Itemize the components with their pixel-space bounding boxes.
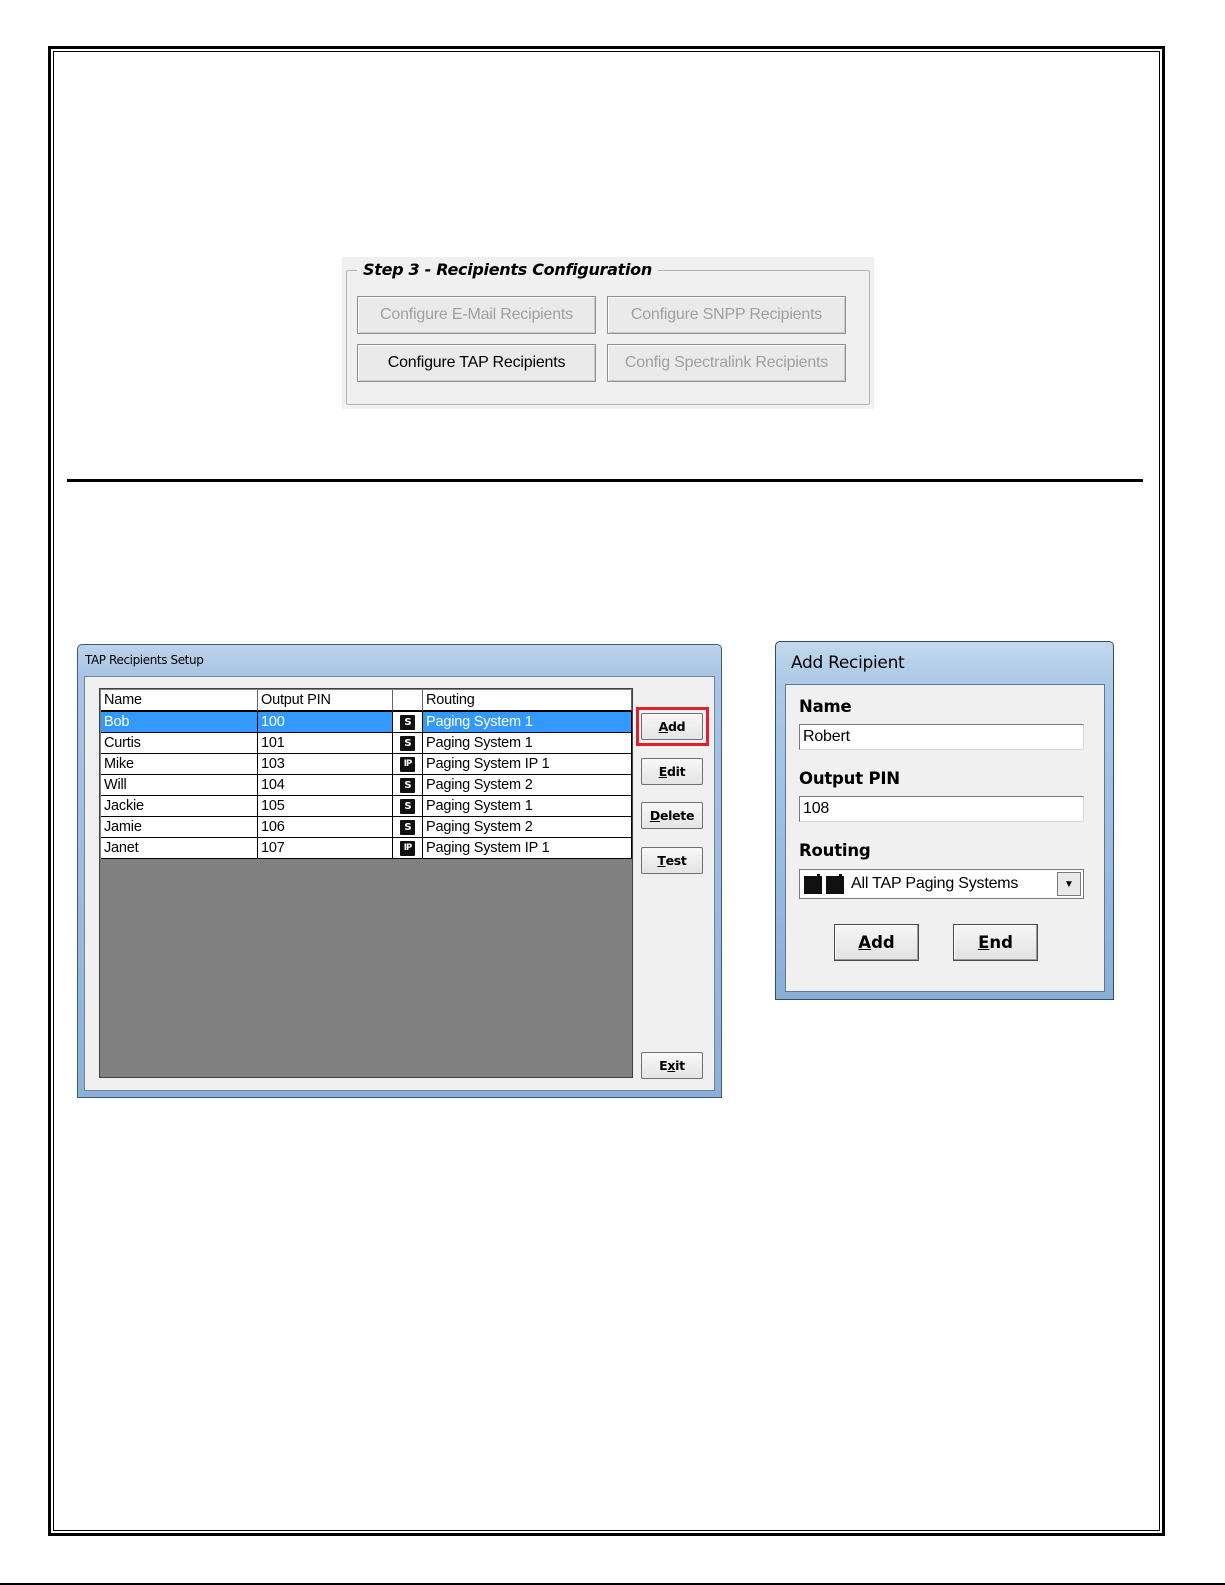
configure-tap-button[interactable]: Configure TAP Recipients <box>357 344 596 382</box>
name-input[interactable]: Robert <box>799 724 1084 750</box>
row-icon-cell <box>393 754 423 775</box>
dialog-add-button[interactable] <box>834 924 919 961</box>
row-output-pin: 104 <box>258 775 393 796</box>
table-row[interactable] <box>101 838 632 859</box>
serial-paging-icon: S <box>400 778 415 793</box>
row-routing: Paging System 1 <box>423 796 632 817</box>
table-row[interactable] <box>101 754 632 775</box>
step3-groupbox <box>346 270 870 405</box>
row-output-pin: 100 <box>258 712 393 733</box>
row-name: Curtis <box>101 733 258 754</box>
table-row[interactable] <box>101 712 632 733</box>
row-routing: Paging System IP 1 <box>423 754 632 775</box>
configure-spectralink-button[interactable]: Config Spectralink Recipients <box>607 344 846 382</box>
row-routing: Paging System 1 <box>423 733 632 754</box>
row-routing: Paging System IP 1 <box>423 838 632 859</box>
window-title: TAP Recipients Setup <box>85 653 204 667</box>
serial-paging-icon: S <box>400 799 415 814</box>
pager-pair-icon <box>803 874 845 894</box>
ip-paging-icon: IP <box>400 757 415 772</box>
configure-snpp-button[interactable]: Configure SNPP Recipients <box>607 296 846 334</box>
window-client <box>84 676 715 1091</box>
row-icon-cell <box>393 733 423 754</box>
delete-button[interactable] <box>641 802 703 829</box>
dialog-end-key: E <box>978 933 990 952</box>
exit-button[interactable] <box>641 1052 703 1079</box>
row-name: Mike <box>101 754 258 775</box>
recipients-grid[interactable] <box>99 688 633 1078</box>
row-icon-cell <box>393 712 423 733</box>
column-header-name[interactable]: Name <box>101 690 258 712</box>
row-output-pin: 105 <box>258 796 393 817</box>
serial-paging-icon: S <box>400 715 415 730</box>
add-recipient-dialog <box>775 641 1114 1000</box>
table-row[interactable] <box>101 733 632 754</box>
exit-button-pre: E <box>659 1058 668 1073</box>
row-name: Jackie <box>101 796 258 817</box>
row-output-pin: 103 <box>258 754 393 775</box>
row-routing: Paging System 1 <box>423 712 632 733</box>
row-output-pin: 101 <box>258 733 393 754</box>
chevron-down-icon[interactable]: ▼ <box>1057 872 1081 896</box>
grid-header <box>101 690 632 712</box>
configure-email-button[interactable]: Configure E-Mail Recipients <box>357 296 596 334</box>
test-button[interactable] <box>641 847 703 874</box>
table-row[interactable] <box>101 796 632 817</box>
row-name: Bob <box>101 712 258 733</box>
edit-button-rest: dit <box>666 764 686 779</box>
test-button-key: T <box>657 853 666 868</box>
exit-button-rest: it <box>675 1058 685 1073</box>
row-icon-cell <box>393 775 423 796</box>
row-icon-cell <box>393 838 423 859</box>
serial-paging-icon: S <box>400 820 415 835</box>
dialog-add-key: A <box>858 933 872 952</box>
output-pin-input[interactable]: 108 <box>799 796 1084 822</box>
add-button-key: A <box>658 719 669 734</box>
dialog-add-rest: dd <box>871 933 895 952</box>
row-output-pin: 107 <box>258 838 393 859</box>
table-row[interactable] <box>101 775 632 796</box>
row-output-pin: 106 <box>258 817 393 838</box>
step3-legend: Step 3 - Recipients Configuration <box>357 260 658 279</box>
row-name: Janet <box>101 838 258 859</box>
delete-button-key: D <box>649 808 660 823</box>
dialog-end-rest: nd <box>989 933 1013 952</box>
delete-button-rest: elete <box>659 808 695 823</box>
exit-button-key: x <box>667 1058 676 1073</box>
edit-button[interactable] <box>641 758 703 785</box>
ip-paging-icon: IP <box>400 841 415 856</box>
serial-paging-icon: S <box>400 736 415 751</box>
row-icon-cell <box>393 817 423 838</box>
name-label: Name <box>799 697 852 716</box>
dialog-title: Add Recipient <box>791 653 905 673</box>
routing-selected-value: All TAP Paging Systems <box>851 875 1019 892</box>
column-header-pin[interactable]: Output PIN <box>258 690 393 712</box>
row-name: Jamie <box>101 817 258 838</box>
output-pin-label: Output PIN <box>799 769 900 788</box>
add-button-rest: dd <box>668 719 686 734</box>
routing-label: Routing <box>799 841 871 860</box>
dialog-end-button[interactable] <box>953 924 1038 961</box>
row-routing: Paging System 2 <box>423 775 632 796</box>
section-divider <box>67 479 1143 482</box>
table-row[interactable] <box>101 817 632 838</box>
column-header-routing[interactable]: Routing <box>423 690 632 712</box>
tap-recipients-window <box>77 644 722 1098</box>
column-header-icon[interactable] <box>393 690 423 712</box>
dialog-client <box>785 684 1105 992</box>
row-routing: Paging System 2 <box>423 817 632 838</box>
test-button-rest: est <box>665 853 687 868</box>
add-button[interactable] <box>641 713 703 740</box>
row-icon-cell <box>393 796 423 817</box>
edit-button-key: E <box>658 764 667 779</box>
routing-select[interactable] <box>799 869 1084 899</box>
row-name: Will <box>101 775 258 796</box>
